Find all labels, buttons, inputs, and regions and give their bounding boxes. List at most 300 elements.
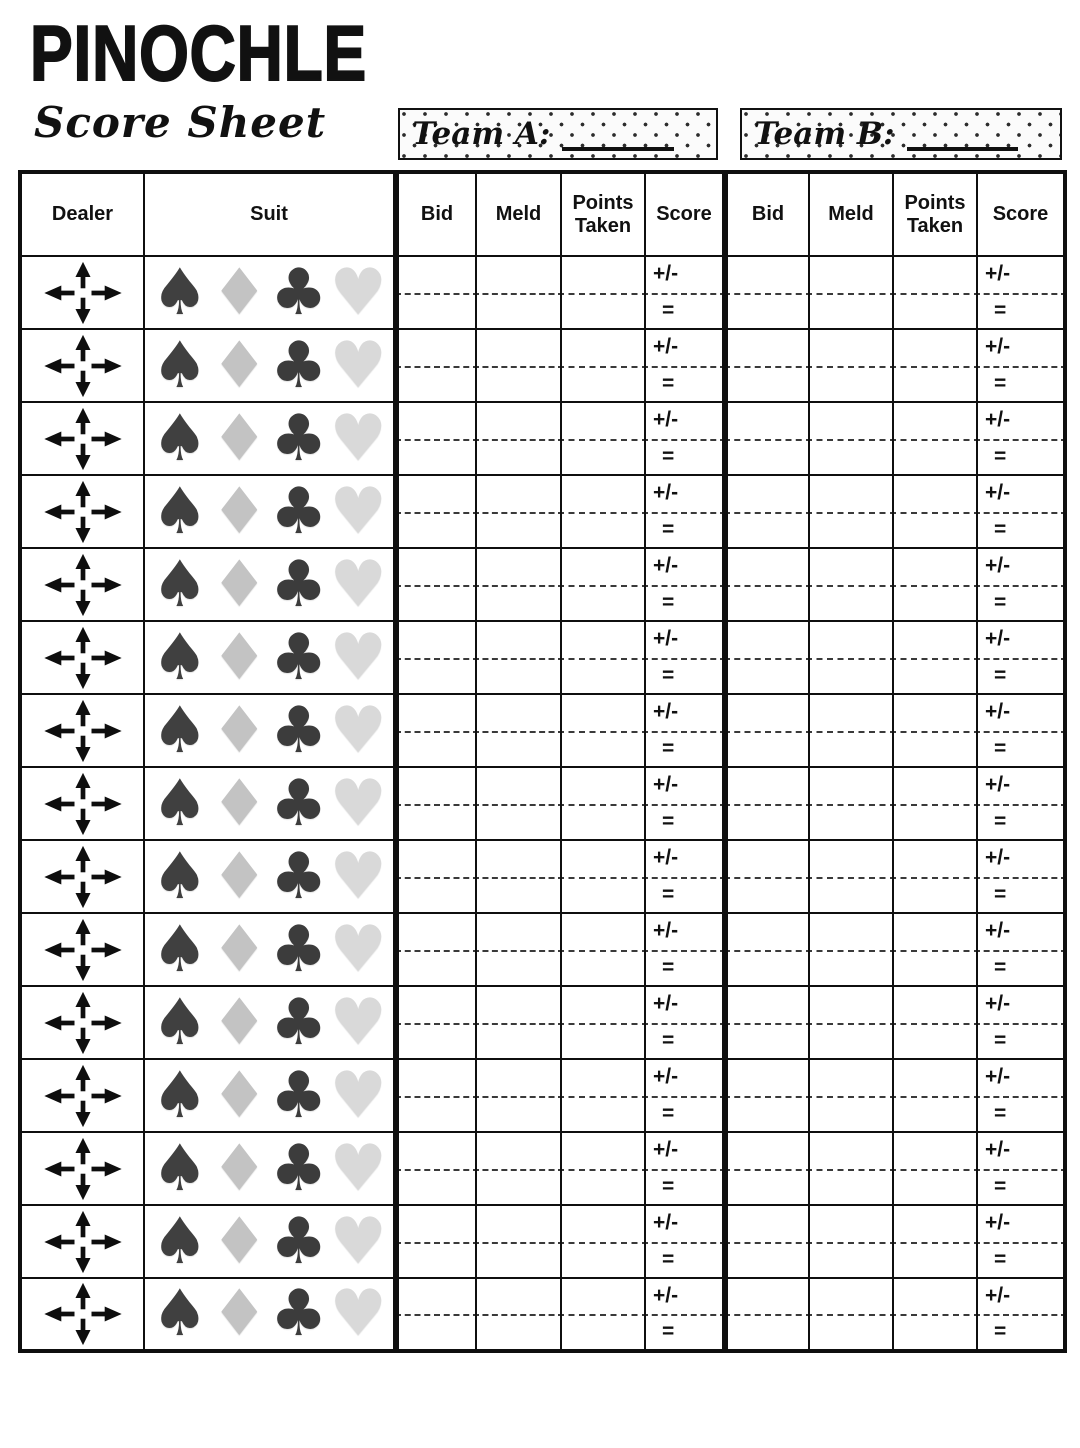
dealer-cell[interactable] xyxy=(20,475,144,548)
team-b-bid-cell[interactable] xyxy=(725,329,809,402)
team-b-score-cell[interactable] xyxy=(977,256,1065,329)
dealer-arrow-down-icon[interactable] xyxy=(75,1173,90,1199)
suit-club-icon[interactable]: ♣ xyxy=(270,767,328,840)
team-a-bid-cell[interactable] xyxy=(396,256,476,329)
team-a-bid-cell[interactable] xyxy=(396,621,476,694)
dealer-arrow-up-icon[interactable] xyxy=(75,480,90,506)
dealer-arrow-down-icon[interactable] xyxy=(75,589,90,615)
dealer-arrow-left-icon[interactable] xyxy=(44,942,74,957)
team-a-points-taken-cell[interactable] xyxy=(561,402,645,475)
suit-spade-icon[interactable]: ♠ xyxy=(151,1059,209,1132)
suit-row xyxy=(145,987,393,1058)
score-total-label: = xyxy=(994,737,1007,760)
dealer-cell[interactable] xyxy=(20,1132,144,1205)
col-header-suit: Suit xyxy=(144,172,396,256)
dealer-cell[interactable] xyxy=(20,1278,144,1351)
suit-diamond-icon[interactable]: ♦ xyxy=(210,767,268,840)
suit-diamond-icon[interactable]: ♦ xyxy=(210,1278,268,1351)
suit-row xyxy=(145,695,393,766)
suit-spade-icon[interactable]: ♠ xyxy=(151,767,209,840)
team-b-points-taken-cell[interactable] xyxy=(893,694,977,767)
team-a-score-cell[interactable] xyxy=(645,548,725,621)
dealer-arrow-up-icon[interactable] xyxy=(75,699,90,725)
team-b-score-cell[interactable] xyxy=(977,329,1065,402)
team-a-score-cell[interactable] xyxy=(645,694,725,767)
team-a-meld-cell[interactable] xyxy=(476,913,561,986)
score-total-label: = xyxy=(662,1248,675,1271)
dealer-arrow-down-icon[interactable] xyxy=(75,1319,90,1345)
suit-row xyxy=(145,1133,393,1204)
score-total-label: = xyxy=(994,664,1007,687)
suit-heart-icon[interactable]: ♥ xyxy=(329,1132,387,1205)
team-b-bid-cell[interactable] xyxy=(725,475,809,548)
team-b-name-field[interactable] xyxy=(907,147,1018,151)
dealer-arrow-left-icon[interactable] xyxy=(44,723,74,738)
team-b-points-taken-cell[interactable] xyxy=(893,767,977,840)
team-b-score-cell[interactable] xyxy=(977,694,1065,767)
team-a-points-taken-cell[interactable] xyxy=(561,840,645,913)
dealer-arrow-right-icon[interactable] xyxy=(91,650,121,665)
team-a-meld-cell[interactable] xyxy=(476,1278,561,1351)
dealer-compass-icon xyxy=(35,1136,131,1202)
suit-heart-icon[interactable]: ♥ xyxy=(329,694,387,767)
team-a-points-taken-cell[interactable] xyxy=(561,256,645,329)
dealer-arrow-right-icon[interactable] xyxy=(91,431,121,446)
team-a-score-cell[interactable] xyxy=(645,1205,725,1278)
team-b-meld-cell[interactable] xyxy=(809,402,893,475)
suit-spade-icon[interactable]: ♠ xyxy=(151,402,209,475)
dealer-arrow-right-icon[interactable] xyxy=(91,358,121,373)
suit-diamond-icon[interactable]: ♦ xyxy=(210,986,268,1059)
team-b-bid-cell[interactable] xyxy=(725,840,809,913)
team-a-bid-cell[interactable] xyxy=(396,694,476,767)
team-a-meld-cell[interactable] xyxy=(476,1059,561,1132)
dealer-arrow-up-icon[interactable] xyxy=(75,1064,90,1090)
dealer-arrow-down-icon[interactable] xyxy=(75,443,90,469)
team-b-points-taken-cell[interactable] xyxy=(893,1205,977,1278)
team-b-meld-cell[interactable] xyxy=(809,621,893,694)
team-a-score-cell[interactable] xyxy=(645,256,725,329)
team-b-points-taken-cell[interactable] xyxy=(893,256,977,329)
team-b-score-cell[interactable] xyxy=(977,840,1065,913)
team-a-bid-cell[interactable] xyxy=(396,1205,476,1278)
team-b-bid-cell[interactable] xyxy=(725,621,809,694)
dealer-arrow-right-icon[interactable] xyxy=(91,285,121,300)
score-adjust-label: +/- xyxy=(653,1211,679,1234)
team-a-bid-cell[interactable] xyxy=(396,475,476,548)
team-b-bid-cell[interactable] xyxy=(725,548,809,621)
dealer-arrow-right-icon[interactable] xyxy=(91,504,121,519)
score-adjust-label: +/- xyxy=(985,992,1011,1015)
suit-heart-icon[interactable]: ♥ xyxy=(329,840,387,913)
score-total-label: = xyxy=(994,445,1007,468)
suit-spade-icon[interactable]: ♠ xyxy=(151,1278,209,1351)
trump-suit-cell xyxy=(144,621,396,694)
team-a-meld-cell[interactable] xyxy=(476,621,561,694)
score-adjust-label: +/- xyxy=(653,335,679,358)
score-total-label: = xyxy=(662,883,675,906)
dealer-arrow-right-icon[interactable] xyxy=(91,869,121,884)
suit-heart-icon[interactable]: ♥ xyxy=(329,986,387,1059)
dealer-compass-icon xyxy=(35,917,131,983)
dealer-cell[interactable] xyxy=(20,1205,144,1278)
suit-club-icon[interactable]: ♣ xyxy=(270,986,328,1059)
team-a-points-taken-cell[interactable] xyxy=(561,329,645,402)
team-b-score-cell[interactable] xyxy=(977,1205,1065,1278)
score-adjust-label: +/- xyxy=(653,1065,679,1088)
dealer-arrow-down-icon[interactable] xyxy=(75,808,90,834)
dealer-arrow-left-icon[interactable] xyxy=(44,504,74,519)
team-b-bid-cell[interactable] xyxy=(725,986,809,1059)
dealer-arrow-right-icon[interactable] xyxy=(91,1234,121,1249)
team-a-bid-cell[interactable] xyxy=(396,1059,476,1132)
dealer-arrow-down-icon[interactable] xyxy=(75,370,90,396)
dealer-arrow-up-icon[interactable] xyxy=(75,1137,90,1163)
team-b-points-taken-cell[interactable] xyxy=(893,475,977,548)
suit-heart-icon[interactable]: ♥ xyxy=(329,402,387,475)
team-a-bid-cell[interactable] xyxy=(396,329,476,402)
dealer-arrow-right-icon[interactable] xyxy=(91,942,121,957)
team-b-meld-cell[interactable] xyxy=(809,767,893,840)
team-b-bid-cell[interactable] xyxy=(725,1278,809,1351)
suit-diamond-icon[interactable]: ♦ xyxy=(210,913,268,986)
dealer-arrow-up-icon[interactable] xyxy=(75,553,90,579)
trump-suit-cell xyxy=(144,1205,396,1278)
score-adjust-label: +/- xyxy=(985,262,1011,285)
suit-spade-icon[interactable]: ♠ xyxy=(151,548,209,621)
suit-heart-icon[interactable]: ♥ xyxy=(329,1205,387,1278)
suit-diamond-icon[interactable]: ♦ xyxy=(210,1059,268,1132)
team-b-bid-cell[interactable] xyxy=(725,1132,809,1205)
suit-heart-icon[interactable]: ♥ xyxy=(329,1278,387,1351)
team-b-points-taken-cell[interactable] xyxy=(893,621,977,694)
team-b-points-taken-cell[interactable] xyxy=(893,1059,977,1132)
team-b-points-taken-cell[interactable] xyxy=(893,329,977,402)
team-b-bid-cell[interactable] xyxy=(725,913,809,986)
dealer-arrow-up-icon[interactable] xyxy=(75,261,90,287)
team-a-points-taken-cell[interactable] xyxy=(561,694,645,767)
team-a-points-taken-cell[interactable] xyxy=(561,1059,645,1132)
dealer-cell[interactable] xyxy=(20,986,144,1059)
team-b-meld-cell[interactable] xyxy=(809,694,893,767)
suit-spade-icon[interactable]: ♠ xyxy=(151,986,209,1059)
team-b-meld-cell[interactable] xyxy=(809,840,893,913)
dealer-cell[interactable] xyxy=(20,329,144,402)
team-b-bid-cell[interactable] xyxy=(725,1059,809,1132)
team-a-meld-cell[interactable] xyxy=(476,329,561,402)
suit-diamond-icon[interactable]: ♦ xyxy=(210,1132,268,1205)
score-row xyxy=(20,256,1065,329)
dealer-arrow-right-icon[interactable] xyxy=(91,796,121,811)
suit-spade-icon[interactable]: ♠ xyxy=(151,913,209,986)
score-adjust-label: +/- xyxy=(653,1284,679,1307)
dealer-arrow-left-icon[interactable] xyxy=(44,1161,74,1176)
suit-row xyxy=(145,768,393,839)
suit-club-icon[interactable]: ♣ xyxy=(270,402,328,475)
team-a-meld-cell[interactable] xyxy=(476,840,561,913)
dealer-arrow-up-icon[interactable] xyxy=(75,626,90,652)
dealer-arrow-up-icon[interactable] xyxy=(75,772,90,798)
suit-diamond-icon[interactable]: ♦ xyxy=(210,475,268,548)
suit-diamond-icon[interactable]: ♦ xyxy=(210,402,268,475)
team-a-points-taken-cell[interactable] xyxy=(561,1278,645,1351)
trump-suit-cell xyxy=(144,694,396,767)
suit-club-icon[interactable]: ♣ xyxy=(270,329,328,402)
team-a-meld-cell[interactable] xyxy=(476,986,561,1059)
score-adjust-label: +/- xyxy=(985,1065,1011,1088)
dealer-arrow-up-icon[interactable] xyxy=(75,334,90,360)
team-a-bid-cell[interactable] xyxy=(396,1132,476,1205)
team-a-bid-cell[interactable] xyxy=(396,840,476,913)
team-a-bid-cell[interactable] xyxy=(396,548,476,621)
score-adjust-label: +/- xyxy=(653,992,679,1015)
dealer-cell[interactable] xyxy=(20,256,144,329)
team-b-points-taken-cell[interactable] xyxy=(893,986,977,1059)
suit-heart-icon[interactable]: ♥ xyxy=(329,1059,387,1132)
team-b-meld-cell[interactable] xyxy=(809,475,893,548)
team-a-meld-cell[interactable] xyxy=(476,402,561,475)
suit-spade-icon[interactable]: ♠ xyxy=(151,329,209,402)
dealer-arrow-up-icon[interactable] xyxy=(75,1283,90,1309)
team-b-score-cell[interactable] xyxy=(977,402,1065,475)
dealer-arrow-down-icon[interactable] xyxy=(75,662,90,688)
dealer-arrow-down-icon[interactable] xyxy=(75,954,90,980)
team-a-score-cell[interactable] xyxy=(645,1132,725,1205)
suit-club-icon[interactable]: ♣ xyxy=(270,548,328,621)
dealer-arrow-left-icon[interactable] xyxy=(44,1015,74,1030)
team-a-meld-cell[interactable] xyxy=(476,767,561,840)
team-a-bid-cell[interactable] xyxy=(396,767,476,840)
team-b-points-taken-cell[interactable] xyxy=(893,1132,977,1205)
dealer-arrow-right-icon[interactable] xyxy=(91,577,121,592)
dealer-cell[interactable] xyxy=(20,402,144,475)
score-row xyxy=(20,1132,1065,1205)
team-a-bid-cell[interactable] xyxy=(396,402,476,475)
suit-club-icon[interactable]: ♣ xyxy=(270,256,328,329)
trump-suit-cell xyxy=(144,256,396,329)
team-b-score-cell[interactable] xyxy=(977,548,1065,621)
team-a-bid-cell[interactable] xyxy=(396,913,476,986)
suit-club-icon[interactable]: ♣ xyxy=(270,1205,328,1278)
dealer-arrow-down-icon[interactable] xyxy=(75,881,90,907)
team-b-points-taken-cell[interactable] xyxy=(893,548,977,621)
team-b-meld-cell[interactable] xyxy=(809,1059,893,1132)
dealer-arrow-right-icon[interactable] xyxy=(91,1306,121,1321)
team-b-bid-cell[interactable] xyxy=(725,402,809,475)
dealer-arrow-down-icon[interactable] xyxy=(75,297,90,323)
team-b-meld-cell[interactable] xyxy=(809,1132,893,1205)
dealer-arrow-left-icon[interactable] xyxy=(44,1088,74,1103)
team-b-score-cell[interactable] xyxy=(977,986,1065,1059)
suit-spade-icon[interactable]: ♠ xyxy=(151,475,209,548)
team-a-score-cell[interactable] xyxy=(645,767,725,840)
suit-spade-icon[interactable]: ♠ xyxy=(151,840,209,913)
dealer-arrow-down-icon[interactable] xyxy=(75,735,90,761)
dealer-arrow-right-icon[interactable] xyxy=(91,1088,121,1103)
team-b-meld-cell[interactable] xyxy=(809,986,893,1059)
team-a-score-cell[interactable] xyxy=(645,329,725,402)
suit-club-icon[interactable]: ♣ xyxy=(270,1059,328,1132)
team-b-score-cell[interactable] xyxy=(977,475,1065,548)
dealer-arrow-right-icon[interactable] xyxy=(91,723,121,738)
team-a-points-taken-cell[interactable] xyxy=(561,621,645,694)
score-total-label: = xyxy=(662,591,675,614)
team-b-points-taken-cell[interactable] xyxy=(893,1278,977,1351)
dealer-arrow-up-icon[interactable] xyxy=(75,845,90,871)
suit-heart-icon[interactable]: ♥ xyxy=(329,913,387,986)
score-row xyxy=(20,1278,1065,1351)
dealer-cell[interactable] xyxy=(20,840,144,913)
team-b-meld-cell[interactable] xyxy=(809,256,893,329)
suit-spade-icon[interactable]: ♠ xyxy=(151,694,209,767)
dealer-arrow-left-icon[interactable] xyxy=(44,431,74,446)
team-a-bid-cell[interactable] xyxy=(396,986,476,1059)
suit-row xyxy=(145,1279,393,1349)
team-a-bid-cell[interactable] xyxy=(396,1278,476,1351)
team-a-score-cell[interactable] xyxy=(645,475,725,548)
suit-row xyxy=(145,549,393,620)
team-b-score-cell[interactable] xyxy=(977,767,1065,840)
team-b-points-taken-cell[interactable] xyxy=(893,913,977,986)
dealer-arrow-left-icon[interactable] xyxy=(44,869,74,884)
dealer-cell[interactable] xyxy=(20,621,144,694)
dealer-arrow-down-icon[interactable] xyxy=(75,1100,90,1126)
dealer-arrow-up-icon[interactable] xyxy=(75,1210,90,1236)
team-b-score-cell[interactable] xyxy=(977,1132,1065,1205)
dealer-cell[interactable] xyxy=(20,913,144,986)
dealer-cell[interactable] xyxy=(20,1059,144,1132)
suit-club-icon[interactable]: ♣ xyxy=(270,621,328,694)
suit-spade-icon[interactable]: ♠ xyxy=(151,621,209,694)
team-a-score-cell[interactable] xyxy=(645,840,725,913)
dealer-arrow-down-icon[interactable] xyxy=(75,1027,90,1053)
team-b-score-cell[interactable] xyxy=(977,621,1065,694)
team-b-meld-cell[interactable] xyxy=(809,329,893,402)
suit-diamond-icon[interactable]: ♦ xyxy=(210,694,268,767)
suit-spade-icon[interactable]: ♠ xyxy=(151,256,209,329)
score-total-label: = xyxy=(994,1320,1007,1343)
score-total-label: = xyxy=(994,1102,1007,1125)
suit-club-icon[interactable]: ♣ xyxy=(270,1278,328,1351)
score-table-body xyxy=(20,256,1065,1351)
dealer-arrow-up-icon[interactable] xyxy=(75,991,90,1017)
team-a-points-taken-cell[interactable] xyxy=(561,475,645,548)
team-a-meld-cell[interactable] xyxy=(476,694,561,767)
suit-diamond-icon[interactable]: ♦ xyxy=(210,548,268,621)
team-b-bid-cell[interactable] xyxy=(725,256,809,329)
team-b-meld-cell[interactable] xyxy=(809,548,893,621)
suit-diamond-icon[interactable]: ♦ xyxy=(210,1205,268,1278)
suit-spade-icon[interactable]: ♠ xyxy=(151,1205,209,1278)
team-a-meld-cell[interactable] xyxy=(476,548,561,621)
suit-club-icon[interactable]: ♣ xyxy=(270,840,328,913)
team-b-score-cell[interactable] xyxy=(977,1278,1065,1351)
suit-club-icon[interactable]: ♣ xyxy=(270,694,328,767)
score-row xyxy=(20,1205,1065,1278)
dealer-arrow-left-icon[interactable] xyxy=(44,1306,74,1321)
suit-heart-icon[interactable]: ♥ xyxy=(329,548,387,621)
team-b-meld-cell[interactable] xyxy=(809,913,893,986)
dealer-arrow-down-icon[interactable] xyxy=(75,516,90,542)
dealer-arrow-up-icon[interactable] xyxy=(75,407,90,433)
dealer-arrow-left-icon[interactable] xyxy=(44,796,74,811)
suit-heart-icon[interactable]: ♥ xyxy=(329,621,387,694)
dealer-arrow-left-icon[interactable] xyxy=(44,358,74,373)
team-b-bid-cell[interactable] xyxy=(725,767,809,840)
team-a-meld-cell[interactable] xyxy=(476,475,561,548)
suit-heart-icon[interactable]: ♥ xyxy=(329,329,387,402)
team-b-bid-cell[interactable] xyxy=(725,694,809,767)
dealer-arrow-left-icon[interactable] xyxy=(44,1234,74,1249)
suit-diamond-icon[interactable]: ♦ xyxy=(210,329,268,402)
team-b-points-taken-cell[interactable] xyxy=(893,402,977,475)
team-a-score-cell[interactable] xyxy=(645,1059,725,1132)
col-header-meld-a: Meld xyxy=(476,172,561,256)
suit-row xyxy=(145,1206,393,1277)
suit-club-icon[interactable]: ♣ xyxy=(270,1132,328,1205)
team-b-score-cell[interactable] xyxy=(977,913,1065,986)
team-a-points-taken-cell[interactable] xyxy=(561,767,645,840)
suit-spade-icon[interactable]: ♠ xyxy=(151,1132,209,1205)
team-a-name-field[interactable] xyxy=(562,147,674,151)
suit-diamond-icon[interactable]: ♦ xyxy=(210,621,268,694)
team-a-points-taken-cell[interactable] xyxy=(561,913,645,986)
dealer-cell[interactable] xyxy=(20,694,144,767)
suit-club-icon[interactable]: ♣ xyxy=(270,913,328,986)
dealer-arrow-right-icon[interactable] xyxy=(91,1015,121,1030)
suit-heart-icon[interactable]: ♥ xyxy=(329,475,387,548)
suit-heart-icon[interactable]: ♥ xyxy=(329,767,387,840)
suit-row xyxy=(145,330,393,401)
team-a-meld-cell[interactable] xyxy=(476,1132,561,1205)
team-a-score-cell[interactable] xyxy=(645,402,725,475)
team-a-points-taken-cell[interactable] xyxy=(561,1132,645,1205)
dealer-arrow-up-icon[interactable] xyxy=(75,918,90,944)
team-a-score-cell[interactable] xyxy=(645,986,725,1059)
dealer-arrow-left-icon[interactable] xyxy=(44,650,74,665)
team-a-points-taken-cell[interactable] xyxy=(561,548,645,621)
suit-row xyxy=(145,914,393,985)
dealer-arrow-down-icon[interactable] xyxy=(75,1246,90,1272)
team-a-points-taken-cell[interactable] xyxy=(561,1205,645,1278)
dealer-cell[interactable] xyxy=(20,767,144,840)
col-header-points-taken-a: Points Taken xyxy=(561,172,645,256)
team-a-meld-cell[interactable] xyxy=(476,256,561,329)
suit-diamond-icon[interactable]: ♦ xyxy=(210,840,268,913)
suit-club-icon[interactable]: ♣ xyxy=(270,475,328,548)
score-adjust-label: +/- xyxy=(653,919,679,942)
suit-heart-icon[interactable]: ♥ xyxy=(329,256,387,329)
team-a-score-cell[interactable] xyxy=(645,1278,725,1351)
team-a-score-cell[interactable] xyxy=(645,913,725,986)
team-b-meld-cell[interactable] xyxy=(809,1205,893,1278)
team-a-score-cell[interactable] xyxy=(645,621,725,694)
dealer-cell[interactable] xyxy=(20,548,144,621)
team-a-points-taken-cell[interactable] xyxy=(561,986,645,1059)
score-adjust-label: +/- xyxy=(653,408,679,431)
team-b-meld-cell[interactable] xyxy=(809,1278,893,1351)
dealer-arrow-left-icon[interactable] xyxy=(44,577,74,592)
col-header-bid-b: Bid xyxy=(725,172,809,256)
col-header-score-b: Score xyxy=(977,172,1065,256)
team-a-meld-cell[interactable] xyxy=(476,1205,561,1278)
team-b-score-cell[interactable] xyxy=(977,1059,1065,1132)
team-b-bid-cell[interactable] xyxy=(725,1205,809,1278)
suit-diamond-icon[interactable]: ♦ xyxy=(210,256,268,329)
dealer-arrow-right-icon[interactable] xyxy=(91,1161,121,1176)
dealer-arrow-left-icon[interactable] xyxy=(44,285,74,300)
team-b-points-taken-cell[interactable] xyxy=(893,840,977,913)
